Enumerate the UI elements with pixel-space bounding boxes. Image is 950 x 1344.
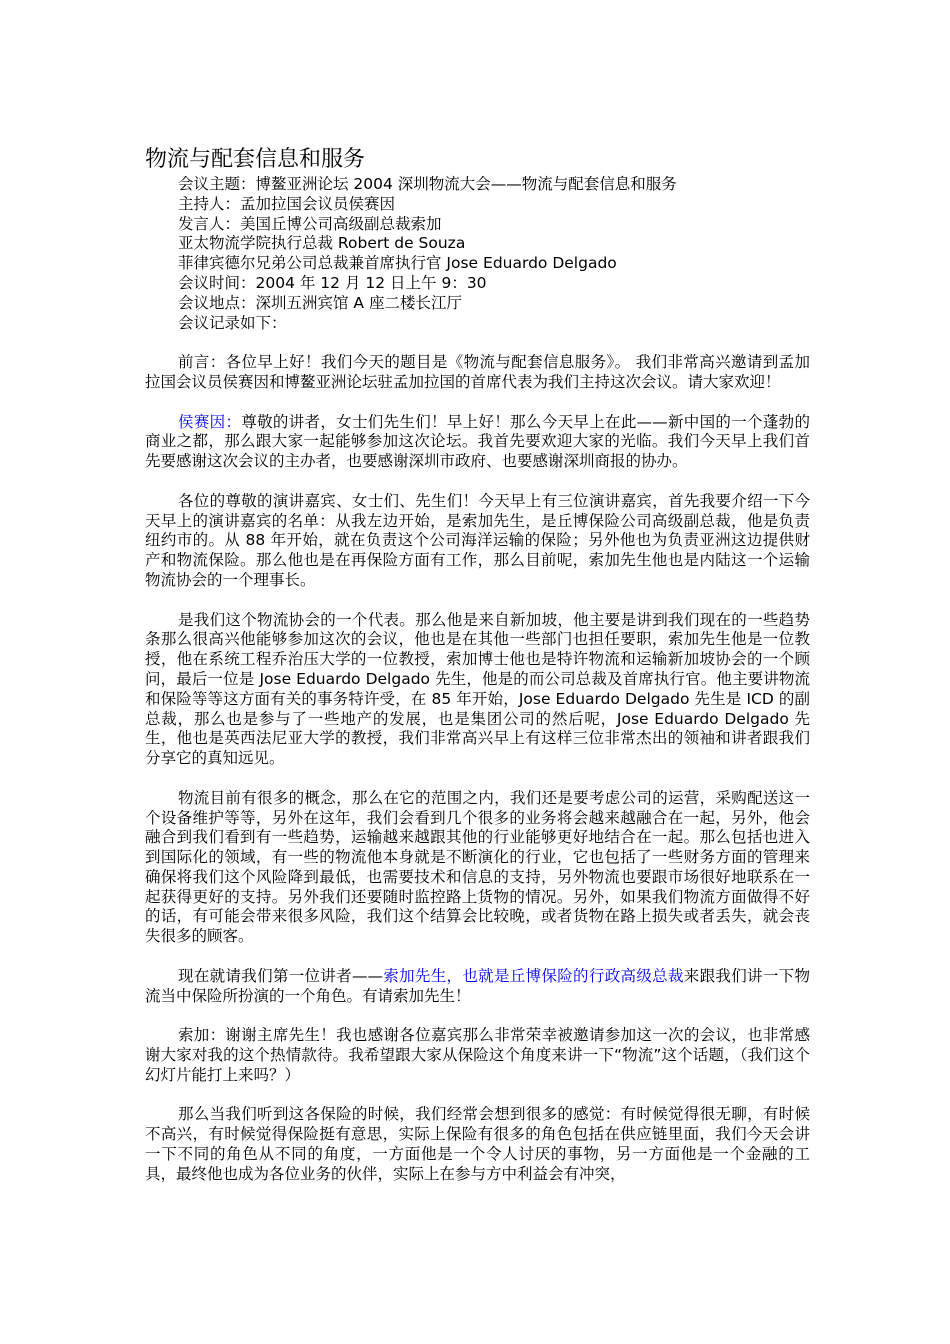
meeting-host: 主持人：孟加拉国会议员侯赛因	[178, 194, 396, 213]
paragraph-text: 尊敬的讲者，女士们先生们！早上好！那么今天早上在此——新中国的一个蓬勃的商业之都，那么跟大家一起能够参加这次论坛。我首先要欢迎大家的光临。我们今天早上我们首先要感谢这次会议的主办者，也要感谢深圳市政府、也要感谢深圳商报的协办。	[145, 412, 810, 471]
spacer	[145, 393, 810, 413]
paragraph-first-speaker	[145, 967, 810, 1007]
paragraph-text: 现在就请我们第一位讲者——	[178, 966, 383, 985]
spacer	[145, 769, 810, 789]
paragraph-guests-detail: 是我们这个物流协会的一个代表。那么他是来自新加坡，他主要是讲到我们现在的一些趋势条那么很高兴他能够参加这次的会议，他也是在其他一些部门也担任要职，索加先生他是一位教授，他在系统工程乔治压大学的一位教授，索加博士他也是特许物流和运输新加坡协会的一个顾问，最后一位是 Jose Eduardo Delgado 先生，他是的而公司总裁及首席执行官。他主要讲物流和保险等等这方面有关的事务特许受，在 85 年开始，Jose Eduardo Delgado 先生是 ICD 的副总裁，那么也是参与了一些地产的发展，也是集团公司的然后呢，Jose Eduardo Delgado 先生，他也是英西法尼亚大学的教授，我们非常高兴早上有这样三位非常杰出的领袖和讲者跟我们分享它的真知远见。	[145, 610, 810, 768]
spacer	[145, 947, 810, 967]
meeting-time: 会议时间：2004 年 12 月 12 日上午 9：30	[178, 273, 487, 292]
speaker-link-hussain[interactable]: 侯赛因：	[178, 412, 242, 431]
meeting-record-intro: 会议记录如下：	[178, 313, 287, 332]
paragraph-host-welcome	[145, 413, 810, 472]
document-page	[145, 146, 810, 1185]
paragraph-logistics-concepts: 物流目前有很多的概念，那么在它的范围之内，我们还是要考虑公司的运营，采购配送这一个设备维护等等，另外在这年，我们会看到几个很多的业务将会越来越融合在一起，另外，他会融合到我们看到有一些趋势，运输越来越跟其他的行业能够更好地结合在一起。那么包括也进入到国际化的领域，有一些的物流他本身就是不断演化的行业，它也包括了一些财务方面的管理来确保将我们这个风险降到最低，也需要技术和信息的支持，另外物流也要跟市场很好地联系在一起获得更好的支持。另外我们还要随时监控路上货物的情况。另外，如果我们物流方面做得不好的话，有可能会带来很多风险，我们这个结算会比较晚，或者货物在路上损失或者丢失，就会丧失很多的顾客。	[145, 788, 810, 946]
paragraph-preface: 前言：各位早上好！我们今天的题目是《物流与配套信息服务》。 我们非常高兴邀请到孟加拉国会议员侯赛因和博鳌亚洲论坛驻孟加拉国的首席代表为我们主持这次会议。请大家欢迎！	[145, 353, 810, 391]
speaker-link-sokar[interactable]: 索加先生，也就是丘博保险的行政高级总裁	[382, 966, 684, 985]
spacer	[145, 591, 810, 611]
paragraph-text: 来跟我们讲一下物流当中保险所扮演的一个角色。有请索加先生！	[145, 966, 810, 1005]
spacer	[145, 1086, 810, 1106]
meeting-info	[145, 175, 810, 333]
spacer	[145, 472, 810, 492]
spacer	[145, 1006, 810, 1026]
paragraph-sokar-opening: 索加：谢谢主席先生！我也感谢各位嘉宾那么非常荣幸被邀请参加这一次的会议，也非常感谢大家对我的这个热情款待。我希望跟大家从保险这个角度来讲一下“物流”这个话题，（我们这个幻灯片能打上来吗？）	[145, 1026, 810, 1084]
paragraph-insurance-roles: 那么当我们听到这各保险的时候，我们经常会想到很多的感觉：有时候觉得很无聊，有时候不高兴，有时候觉得保险挺有意思，实际上保险有很多的角色包括在供应链里面，我们今天会讲一下不同的角色从不同的角度，一方面他是一个令人讨厌的事物，另一方面他是一个金融的工具，最终他也成为各位业务的伙伴，实际上在参与方中利益会有冲突，	[145, 1105, 810, 1183]
document-title: 物流与配套信息和服务	[145, 147, 366, 172]
meeting-location: 会议地点：深圳五洲宾馆 A 座二楼长江厅	[178, 293, 462, 312]
meeting-speaker-1: 发言人：美国丘博公司高级副总裁索加	[178, 214, 442, 233]
meeting-topic: 会议主题：博鳌亚洲论坛 2004 深圳物流大会——物流与配套信息和服务	[178, 175, 677, 193]
spacer	[145, 333, 810, 353]
paragraph-guests-intro: 各位的尊敬的演讲嘉宾、女士们、先生们！今天早上有三位演讲嘉宾，首先我要介绍一下今天早上的演讲嘉宾的名单：从我左边开始，是索加先生，是丘博保险公司高级副总裁，他是负责纽约市的。从 88 年开始，就在负责这个公司海洋运输的保险；另外他也为负责亚洲这边提供财产和物流保险。那么他也是在再保险方面有工作，那么目前呢，索加先生他也是内陆这一个运输物流协会的一个理事长。	[145, 491, 810, 589]
meeting-speaker-3: 菲律宾德尔兄弟公司总裁兼首席执行官 Jose Eduardo Delgado	[178, 254, 617, 273]
meeting-speaker-2: 亚太物流学院执行总裁 Robert de Souza	[178, 234, 466, 253]
